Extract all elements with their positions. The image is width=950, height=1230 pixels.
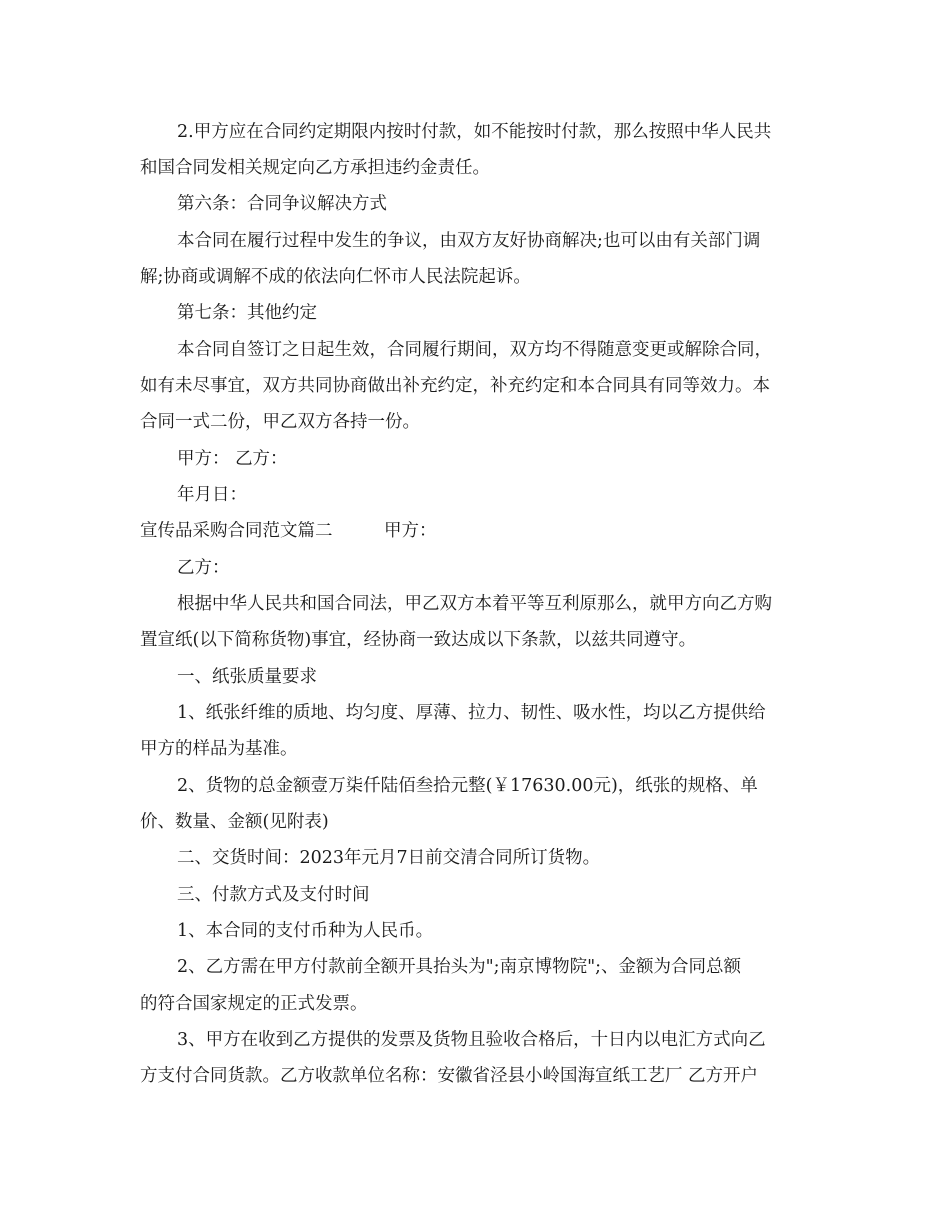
section-heading: 一、纸张质量要求 (177, 667, 317, 687)
section-heading: 二、交货时间：2023年元月7日前交清合同所订货物。 (177, 848, 601, 868)
text-line: 1、纸张纤维的质地、均匀度、厚薄、拉力、韧性、吸水性，均以乙方提供给 (177, 703, 766, 723)
text-line: 2.甲方应在合同约定期限内按时付款，如不能按时付款，那么按照中华人民共 (177, 122, 772, 142)
text-line: 解;协商或调解不成的依法向仁怀市人民法院起诉。 (140, 267, 531, 287)
text-line: 2、乙方需在甲方付款前全额开具抬头为";南京博物院";、金额为合同总额 (177, 957, 742, 977)
text-line: 3、甲方在收到乙方提供的发票及货物且验收合格后，十日内以电汇方式向乙 (177, 1030, 766, 1050)
text-line: 置宣纸(以下简称货物)事宜，经协商一致达成以下条款，以兹共同遵守。 (140, 630, 697, 650)
section-heading: 第六条：合同争议解决方式 (177, 194, 387, 214)
text-line: 本合同在履行过程中发生的争议，由双方友好协商解决;也可以由有关部门调 (177, 231, 761, 251)
text-line: 方支付合同货款。乙方收款单位名称：安徽省泾县小岭国海宣纸工艺厂 乙方开户 (140, 1066, 759, 1086)
text-line: 根据中华人民共和国合同法，甲乙双方本着平等互利原那么，就甲方向乙方购 (177, 594, 772, 614)
party-b-label: 乙方： (177, 558, 230, 578)
signature-line: 甲方： 乙方： (177, 449, 288, 469)
document-title: 宣传品采购合同范文篇二 (140, 521, 333, 541)
section-heading: 第七条：其他约定 (177, 303, 317, 323)
text-line: 1、本合同的支付币种为人民币。 (177, 921, 434, 941)
text-line: 的符合国家规定的正式发票。 (140, 994, 368, 1014)
section-heading: 三、付款方式及支付时间 (177, 885, 370, 905)
text-line: 价、数量、金额(见附表) (140, 812, 329, 832)
text-line: 甲方的样品为基准。 (140, 739, 298, 759)
text-line: 和国合同发相关规定向乙方承担违约金责任。 (140, 158, 490, 178)
text-line: 本合同自签订之日起生效，合同履行期间，双方均不得随意变更或解除合同， (177, 340, 772, 360)
party-a-label: 甲方： (384, 521, 437, 541)
text-line: 合同一式二份，甲乙双方各持一份。 (140, 412, 420, 432)
text-line: 如有未尽事宜，双方共同协商做出补充约定，补充约定和本合同具有同等效力。本 (140, 376, 770, 396)
text-line: 2、货物的总金额壹万柒仟陆佰叁拾元整(￥17630.00元)，纸张的规格、单 (177, 776, 758, 796)
date-line: 年月日： (177, 485, 247, 505)
